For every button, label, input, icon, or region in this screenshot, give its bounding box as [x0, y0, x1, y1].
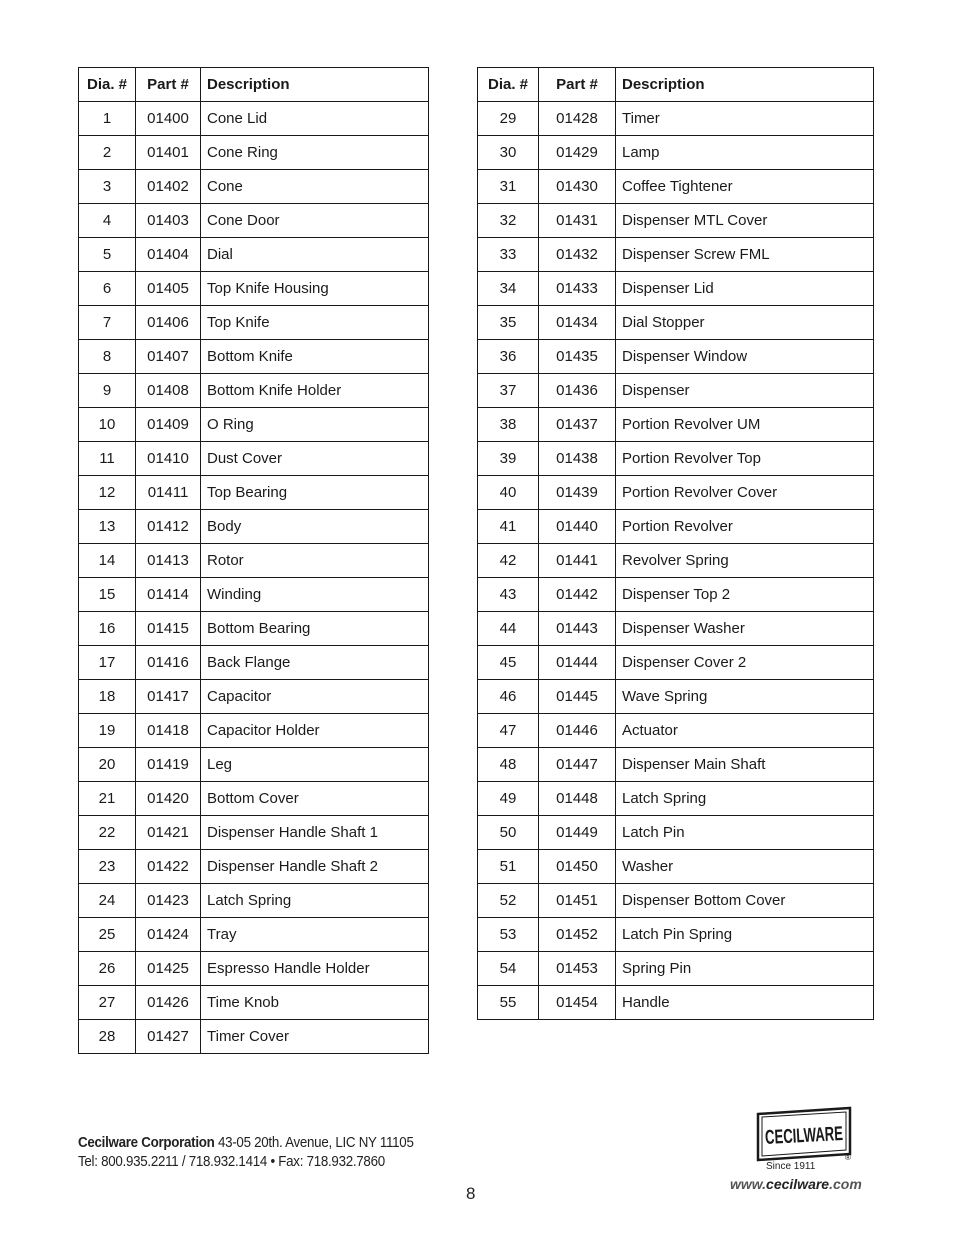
cell-part: 01416 — [136, 646, 201, 680]
cell-description: Latch Pin — [616, 816, 874, 850]
cell-dia: 24 — [79, 884, 136, 918]
cell-part: 01419 — [136, 748, 201, 782]
cell-dia: 18 — [79, 680, 136, 714]
table-row — [478, 816, 874, 850]
cell-description: Cone — [201, 170, 429, 204]
cell-dia: 30 — [478, 136, 539, 170]
cell-description: Spring Pin — [616, 952, 874, 986]
fax-label: Fax: — [278, 1154, 304, 1170]
cell-part: 01403 — [136, 204, 201, 238]
table-row — [79, 986, 429, 1020]
cell-description: Dispenser Handle Shaft 1 — [201, 816, 429, 850]
cell-part: 01420 — [136, 782, 201, 816]
cell-description: Dial — [201, 238, 429, 272]
table-row — [478, 442, 874, 476]
table-row — [79, 442, 429, 476]
cell-part: 01411 — [136, 476, 201, 510]
cell-part: 01445 — [539, 680, 616, 714]
cell-dia: 19 — [79, 714, 136, 748]
cell-description: Wave Spring — [616, 680, 874, 714]
table-row — [79, 1020, 429, 1054]
table-row — [478, 782, 874, 816]
cell-dia: 7 — [79, 306, 136, 340]
cell-description: Coffee Tightener — [616, 170, 874, 204]
table-row — [478, 510, 874, 544]
phone-1: 800.935.2211 — [101, 1154, 179, 1170]
col-header-dia: Dia. # — [478, 68, 539, 102]
cell-part: 01454 — [539, 986, 616, 1020]
cell-part: 01400 — [136, 102, 201, 136]
cell-part: 01432 — [539, 238, 616, 272]
cell-description: Cone Lid — [201, 102, 429, 136]
cell-dia: 9 — [79, 374, 136, 408]
cell-part: 01414 — [136, 578, 201, 612]
cell-part: 01444 — [539, 646, 616, 680]
cell-dia: 8 — [79, 340, 136, 374]
cell-description: Top Knife Housing — [201, 272, 429, 306]
company-name: Cecilware Corporation — [78, 1135, 215, 1151]
cell-part: 01425 — [136, 952, 201, 986]
registered-mark: ® — [845, 1153, 851, 1162]
cell-part: 01436 — [539, 374, 616, 408]
cell-description: Dispenser Washer — [616, 612, 874, 646]
cell-part: 01451 — [539, 884, 616, 918]
cell-dia: 4 — [79, 204, 136, 238]
cell-part: 01450 — [539, 850, 616, 884]
cell-dia: 23 — [79, 850, 136, 884]
cell-dia: 29 — [478, 102, 539, 136]
table-row — [478, 952, 874, 986]
cell-description: Latch Spring — [201, 884, 429, 918]
cell-dia: 48 — [478, 748, 539, 782]
cell-part: 01417 — [136, 680, 201, 714]
cell-description: Bottom Knife Holder — [201, 374, 429, 408]
web-prefix: www. — [730, 1176, 767, 1192]
cell-description: Dispenser — [616, 374, 874, 408]
table-row — [478, 986, 874, 1020]
cell-description: Dispenser MTL Cover — [616, 204, 874, 238]
cell-dia: 5 — [79, 238, 136, 272]
cell-dia: 46 — [478, 680, 539, 714]
table-row — [478, 680, 874, 714]
cell-dia: 3 — [79, 170, 136, 204]
cell-description: Rotor — [201, 544, 429, 578]
table-row — [79, 238, 429, 272]
cell-description: Cone Ring — [201, 136, 429, 170]
table-row — [79, 136, 429, 170]
footer-address-block — [78, 1134, 414, 1172]
cell-description: Dispenser Handle Shaft 2 — [201, 850, 429, 884]
cell-dia: 55 — [478, 986, 539, 1020]
cell-dia: 34 — [478, 272, 539, 306]
cell-description: Portion Revolver — [616, 510, 874, 544]
cell-part: 01429 — [539, 136, 616, 170]
table-row — [478, 238, 874, 272]
cell-dia: 27 — [79, 986, 136, 1020]
cell-part: 01418 — [136, 714, 201, 748]
parts-table-right — [477, 67, 874, 1020]
cell-dia: 50 — [478, 816, 539, 850]
cell-part: 01402 — [136, 170, 201, 204]
cecilware-logo — [756, 1106, 885, 1162]
cell-part: 01447 — [539, 748, 616, 782]
cell-part: 01438 — [539, 442, 616, 476]
phone-2: 718.932.1414 — [188, 1154, 268, 1170]
cell-dia: 35 — [478, 306, 539, 340]
bullet-separator: • — [270, 1154, 275, 1170]
cell-dia: 43 — [478, 578, 539, 612]
table-row — [478, 306, 874, 340]
cell-description: Leg — [201, 748, 429, 782]
cell-dia: 12 — [79, 476, 136, 510]
cell-description: Portion Revolver UM — [616, 408, 874, 442]
website-link[interactable] — [730, 1176, 862, 1192]
cell-description: Timer — [616, 102, 874, 136]
table-row — [478, 850, 874, 884]
cell-part: 01434 — [539, 306, 616, 340]
cell-dia: 47 — [478, 714, 539, 748]
table-row — [478, 544, 874, 578]
cell-dia: 42 — [478, 544, 539, 578]
cell-description: Portion Revolver Top — [616, 442, 874, 476]
since-label: Since 1911 — [766, 1161, 816, 1172]
table-row — [478, 884, 874, 918]
cell-dia: 32 — [478, 204, 539, 238]
col-header-description: Description — [201, 68, 429, 102]
cell-part: 01410 — [136, 442, 201, 476]
cell-description: Time Knob — [201, 986, 429, 1020]
cell-part: 01415 — [136, 612, 201, 646]
table-row — [79, 272, 429, 306]
cell-description: Dispenser Main Shaft — [616, 748, 874, 782]
cell-description: O Ring — [201, 408, 429, 442]
cell-part: 01431 — [539, 204, 616, 238]
cell-part: 01437 — [539, 408, 616, 442]
cell-part: 01446 — [539, 714, 616, 748]
cell-description: Lamp — [616, 136, 874, 170]
cell-dia: 22 — [79, 816, 136, 850]
cell-description: Latch Pin Spring — [616, 918, 874, 952]
company-address: 43-05 20th. Avenue, LIC NY 11105 — [217, 1135, 414, 1151]
web-brand: cecilware — [766, 1176, 830, 1192]
cell-description: Tray — [201, 918, 429, 952]
cell-part: 01448 — [539, 782, 616, 816]
cell-dia: 11 — [79, 442, 136, 476]
table-row — [478, 204, 874, 238]
table-row — [478, 102, 874, 136]
table-header-row — [478, 68, 874, 102]
table-row — [478, 918, 874, 952]
col-header-dia: Dia. # — [79, 68, 136, 102]
cell-dia: 20 — [79, 748, 136, 782]
cell-part: 01426 — [136, 986, 201, 1020]
cell-description: Back Flange — [201, 646, 429, 680]
cell-part: 01427 — [136, 1020, 201, 1054]
table-row — [79, 612, 429, 646]
table-row — [79, 340, 429, 374]
cell-part: 01433 — [539, 272, 616, 306]
cell-description: Top Knife — [201, 306, 429, 340]
cell-description: Actuator — [616, 714, 874, 748]
table-row — [478, 578, 874, 612]
cell-part: 01430 — [539, 170, 616, 204]
table-row — [478, 374, 874, 408]
cell-part: 01428 — [539, 102, 616, 136]
table-row — [478, 646, 874, 680]
cell-description: Bottom Cover — [201, 782, 429, 816]
table-row — [79, 170, 429, 204]
cell-dia: 37 — [478, 374, 539, 408]
table-row — [79, 476, 429, 510]
cell-dia: 16 — [79, 612, 136, 646]
table-row — [79, 578, 429, 612]
cell-part: 01409 — [136, 408, 201, 442]
cell-dia: 41 — [478, 510, 539, 544]
cell-dia: 40 — [478, 476, 539, 510]
cell-dia: 39 — [478, 442, 539, 476]
cell-part: 01449 — [539, 816, 616, 850]
cell-dia: 44 — [478, 612, 539, 646]
table-row — [478, 748, 874, 782]
table-row — [79, 102, 429, 136]
table-row — [79, 816, 429, 850]
cell-description: Bottom Bearing — [201, 612, 429, 646]
phone-separator: / — [181, 1154, 186, 1170]
cell-dia: 45 — [478, 646, 539, 680]
cell-description: Dispenser Screw FML — [616, 238, 874, 272]
cell-description: Handle — [616, 986, 874, 1020]
web-suffix: .com — [829, 1176, 862, 1192]
table-row — [79, 782, 429, 816]
tel-label: Tel: — [78, 1154, 98, 1170]
table-row — [79, 952, 429, 986]
cell-description: Washer — [616, 850, 874, 884]
table-row — [79, 408, 429, 442]
cell-part: 01423 — [136, 884, 201, 918]
cell-description: Dispenser Lid — [616, 272, 874, 306]
cell-dia: 53 — [478, 918, 539, 952]
logo-text: CECILWARE — [764, 1120, 885, 1150]
cell-dia: 54 — [478, 952, 539, 986]
cell-dia: 15 — [79, 578, 136, 612]
cell-part: 01406 — [136, 306, 201, 340]
cell-dia: 49 — [478, 782, 539, 816]
cell-description: Dispenser Bottom Cover — [616, 884, 874, 918]
cell-dia: 52 — [478, 884, 539, 918]
cell-part: 01421 — [136, 816, 201, 850]
cell-part: 01453 — [539, 952, 616, 986]
table-row — [79, 510, 429, 544]
cell-dia: 13 — [79, 510, 136, 544]
table-row — [478, 612, 874, 646]
table-row — [79, 204, 429, 238]
cell-description: Revolver Spring — [616, 544, 874, 578]
col-header-part: Part # — [136, 68, 201, 102]
table-row — [79, 306, 429, 340]
col-header-description: Description — [616, 68, 874, 102]
cell-dia: 25 — [79, 918, 136, 952]
cell-dia: 51 — [478, 850, 539, 884]
cell-part: 01442 — [539, 578, 616, 612]
table-row — [478, 476, 874, 510]
cell-dia: 38 — [478, 408, 539, 442]
cell-dia: 17 — [79, 646, 136, 680]
cell-dia: 2 — [79, 136, 136, 170]
cell-part: 01401 — [136, 136, 201, 170]
table-row — [79, 748, 429, 782]
table-row — [79, 714, 429, 748]
cell-dia: 26 — [79, 952, 136, 986]
table-row — [478, 136, 874, 170]
cell-dia: 6 — [79, 272, 136, 306]
cell-description: Portion Revolver Cover — [616, 476, 874, 510]
table-row — [79, 850, 429, 884]
cell-part: 01435 — [539, 340, 616, 374]
table-row — [478, 170, 874, 204]
cell-part: 01441 — [539, 544, 616, 578]
cell-description: Dial Stopper — [616, 306, 874, 340]
cell-part: 01412 — [136, 510, 201, 544]
cell-part: 01424 — [136, 918, 201, 952]
cell-description: Dust Cover — [201, 442, 429, 476]
cell-description: Bottom Knife — [201, 340, 429, 374]
cell-dia: 36 — [478, 340, 539, 374]
table-row — [478, 340, 874, 374]
table-row — [79, 374, 429, 408]
table-row — [478, 714, 874, 748]
table-row — [478, 272, 874, 306]
table-row — [79, 544, 429, 578]
fax-number: 718.932.7860 — [306, 1154, 385, 1170]
cell-description: Dispenser Window — [616, 340, 874, 374]
table-row — [79, 646, 429, 680]
table-header-row — [79, 68, 429, 102]
cell-dia: 14 — [79, 544, 136, 578]
cell-dia: 10 — [79, 408, 136, 442]
cell-dia: 33 — [478, 238, 539, 272]
table-row — [478, 408, 874, 442]
cell-dia: 28 — [79, 1020, 136, 1054]
cell-description: Body — [201, 510, 429, 544]
cell-part: 01452 — [539, 918, 616, 952]
cell-part: 01440 — [539, 510, 616, 544]
col-header-part: Part # — [539, 68, 616, 102]
table-row — [79, 918, 429, 952]
cell-part: 01407 — [136, 340, 201, 374]
cell-description: Dispenser Top 2 — [616, 578, 874, 612]
cell-dia: 31 — [478, 170, 539, 204]
cell-description: Capacitor — [201, 680, 429, 714]
parts-table-left — [78, 67, 429, 1054]
cell-description: Latch Spring — [616, 782, 874, 816]
cell-part: 01413 — [136, 544, 201, 578]
cell-part: 01404 — [136, 238, 201, 272]
cell-part: 01422 — [136, 850, 201, 884]
cell-description: Top Bearing — [201, 476, 429, 510]
table-row — [79, 884, 429, 918]
cell-description: Capacitor Holder — [201, 714, 429, 748]
cell-dia: 1 — [79, 102, 136, 136]
cell-description: Espresso Handle Holder — [201, 952, 429, 986]
cell-description: Winding — [201, 578, 429, 612]
cell-part: 01408 — [136, 374, 201, 408]
cell-part: 01405 — [136, 272, 201, 306]
cell-dia: 21 — [79, 782, 136, 816]
cell-part: 01443 — [539, 612, 616, 646]
cell-part: 01439 — [539, 476, 616, 510]
cell-description: Cone Door — [201, 204, 429, 238]
table-row — [79, 680, 429, 714]
cell-description: Dispenser Cover 2 — [616, 646, 874, 680]
cell-description: Timer Cover — [201, 1020, 429, 1054]
page-number: 8 — [466, 1184, 476, 1203]
